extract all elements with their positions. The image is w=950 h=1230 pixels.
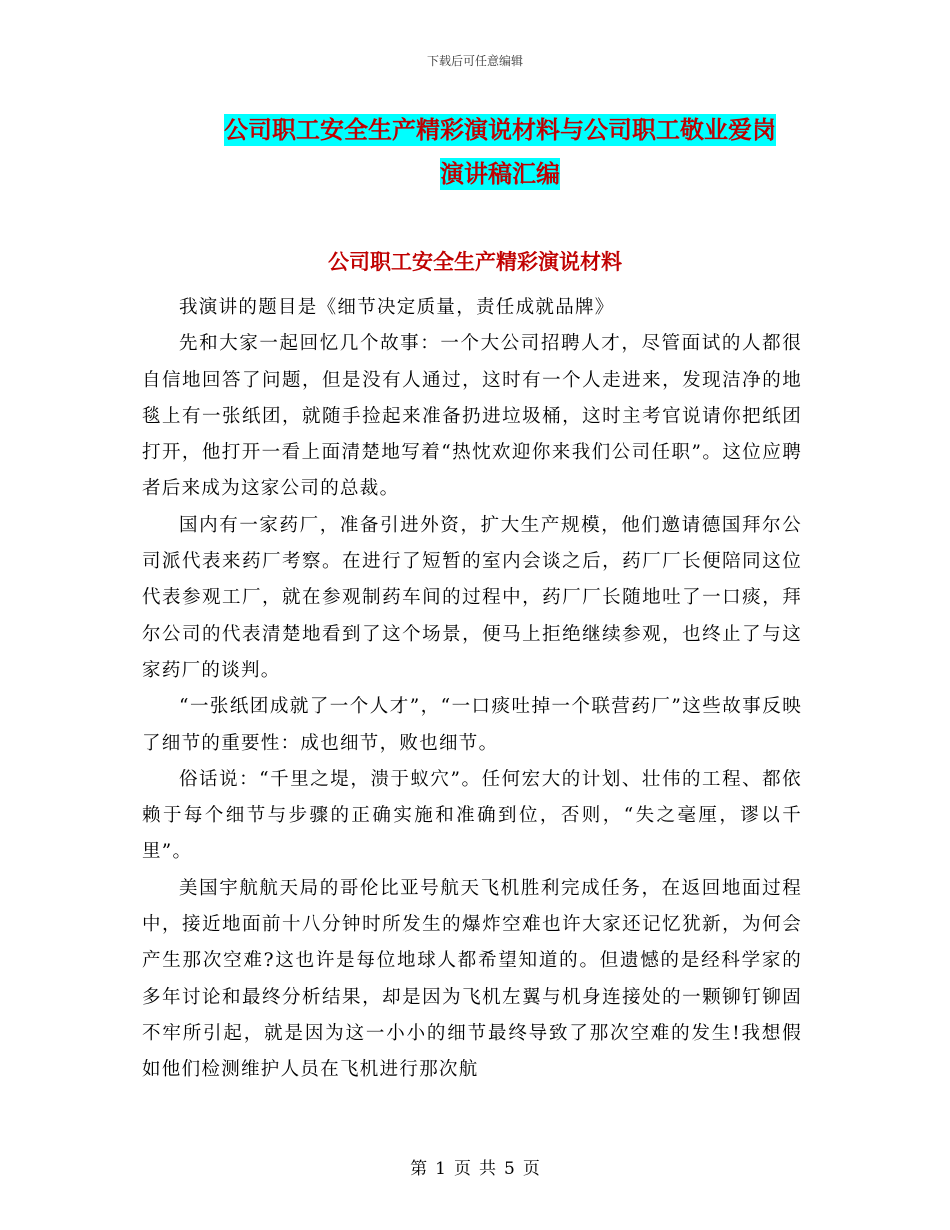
document-body xyxy=(142,290,802,1089)
footer-page-number: 1 xyxy=(435,1159,446,1179)
footer-suffix: 页 xyxy=(522,1159,540,1179)
footer-middle-1: 页 xyxy=(454,1159,471,1179)
header-note: 下载后可任意编辑 xyxy=(426,54,523,68)
document-title-line-2: 演讲稿汇编 xyxy=(440,160,560,188)
footer-middle-2: 共 xyxy=(479,1159,496,1179)
footer-prefix: 第 xyxy=(410,1159,428,1179)
paragraph-6: 美国宇航航天局的哥伦比亚号航天飞机胜利完成任务，在返回地面过程中，接近地面前十八分钟时所发生的爆炸空难也许大家还记忆犹新，为何会产生那次空难?这也许是每位地球人都希望知道的。但遗憾的是经科学家的多年讨论和最终分析结果，却是因为飞机左翼与机身连接处的一颗铆钉铆固不牢所引起，就是因为这一小小的细节最终导致了那次空难的发生!我想假如他们检测维护人员在飞机进行那次航 xyxy=(142,877,802,1081)
page-footer xyxy=(0,1154,950,1179)
paragraph-2: 先和大家一起回忆几个故事：一个大公司招聘人才，尽管面试的人都很自信地回答了问题，但是没有人通过，这时有一个人走进来，发现洁净的地毯上有一张纸团，就随手捡起来准备扔进垃圾桶，这时主考官说请你把纸团打开，他打开一看上面清楚地写着“热忱欢迎你来我们公司任职”。这位应聘者后来成为这家公司的总裁。 xyxy=(142,333,802,500)
footer-total-pages: 5 xyxy=(504,1159,515,1179)
paragraph-3: 国内有一家药厂，准备引进外资，扩大生产规模，他们邀请德国拜尔公司派代表来药厂考察。在进行了短暂的室内会谈之后，药厂厂长便陪同这位代表参观工厂，就在参观制药车间的过程中，药厂厂长随地吐了一口痰，拜尔公司的代表清楚地看到了这个场景，便马上拒绝继续参观，也终止了与这家药厂的谈判。 xyxy=(142,514,802,681)
document-title xyxy=(190,108,810,196)
paragraph-1: 我演讲的题目是《细节决定质量，责任成就品牌》 xyxy=(179,297,615,318)
section-title: 公司职工安全生产精彩演说材料 xyxy=(328,250,622,274)
document-title-line-1: 公司职工安全生产精彩演说材料与公司职工敬业爱岗 xyxy=(224,116,776,144)
paragraph-5: 俗话说：“千里之堤，溃于蚁穴”。任何宏大的计划、壮伟的工程、都依赖于每个细节与步骤的正确实施和准确到位，否则，“失之毫厘，谬以千里”。 xyxy=(142,768,802,863)
paragraph-4: “一张纸团成就了一个人才”，“一口痰吐掉一个联营药厂”这些故事反映了细节的重要性：成也细节，败也细节。 xyxy=(142,696,802,754)
